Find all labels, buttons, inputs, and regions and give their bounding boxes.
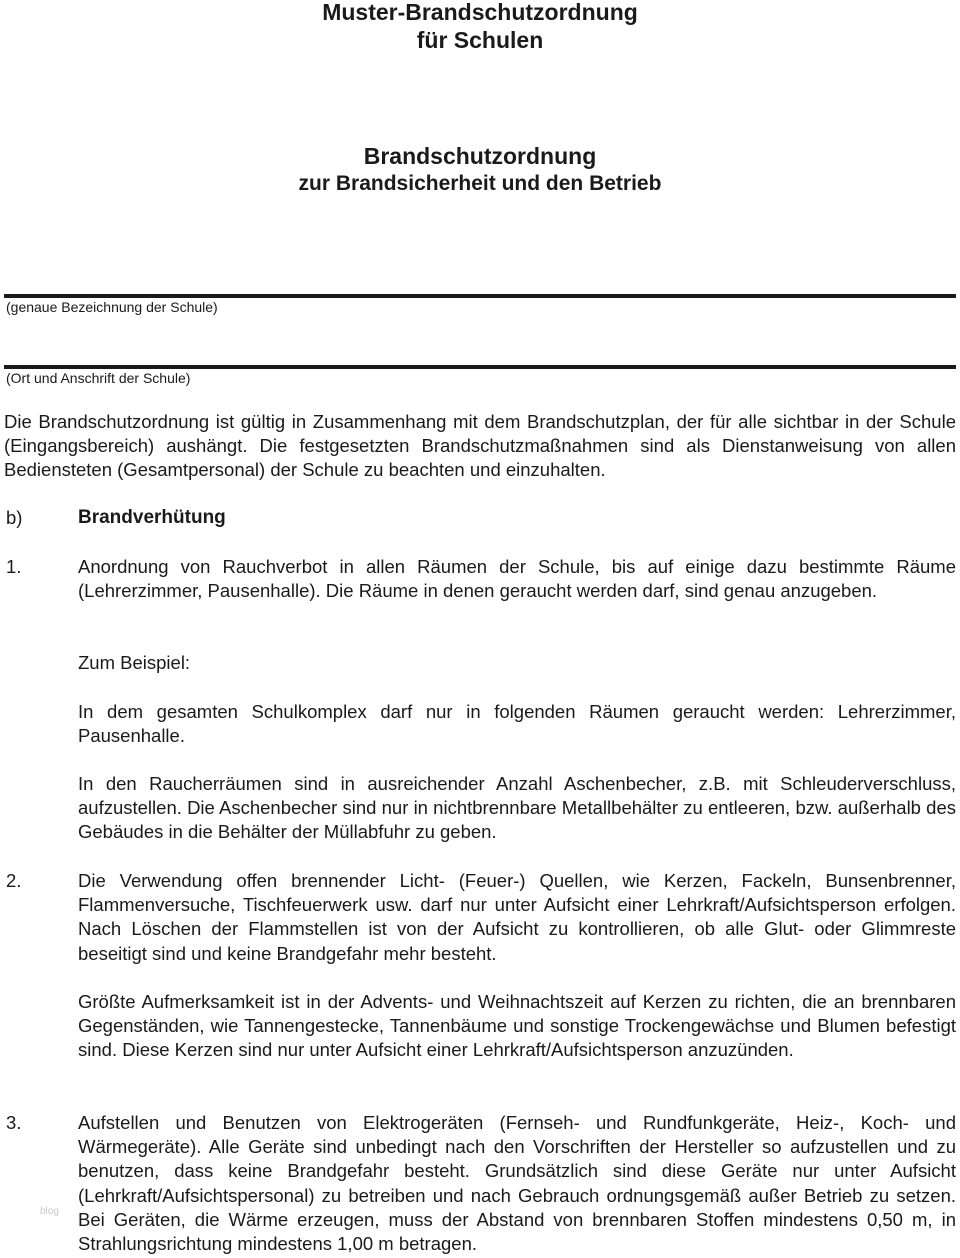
item-2-extra-text: Größte Aufmerksamkeit ist in der Advents- und Weihnachtszeit auf Kerzen zu richten, die an brennbaren Gegenständen, wie Tannengestecke, Tannenbäume und sonstige Trockengewächse und Blumen befestigt sind. Diese Kerzen sind nur unter Aufsicht einer Lehrkraft/Aufsichtsperson anzuzünden. (78, 991, 956, 1061)
watermark: blog (40, 1206, 59, 1217)
item-1-number: 1. (6, 556, 22, 577)
school-address-caption: (Ort und Anschrift der Schule) (6, 370, 191, 386)
school-name-caption: (genaue Bezeichnung der Schule) (6, 299, 218, 315)
item-1-text: Anordnung von Rauchverbot in allen Räumen der Schule, bis auf einige dazu bestimmte Räume (Lehrerzimmer, Pausenhalle). Die Räume in denen geraucht werden darf, sind genau anzugeben. (78, 556, 956, 602)
document-subtitle (0, 142, 960, 198)
title-line-2: für Schulen (416, 27, 544, 53)
item-3-text: Aufstellen und Benutzen von Elektrogeräten (Fernseh- und Rundfunkgeräte, Heiz-, Koch- und Wärmegeräte). Alle Geräte sind unbedingt nach den Vorschriften der Hersteller so aufzustellen und zu benutzen, dass keine Brandgefahr besteht. Grundsätzlich sind diese Geräte nur unter Aufsicht (Lehrkraft/Aufsichtspersonal) zu betreiben und nach Gebrauch ordnungsgemäß außer Betrieb zu setzen. Bei Geräten, die Wärme erzeugen, muss der Abstand von brennbaren Stoffen mindestens 0,50 m, in Strahlungsrichtung mindestens 1,00 m betragen. (78, 1112, 956, 1255)
intro-paragraph: Die Brandschutzordnung ist gültig in Zusammenhang mit dem Brandschutzplan, der für alle sichtbar in der Schule (Eingangsbereich) aushängt. Die festgesetzten Brandschutzmaßnahmen sind als Dienstanweisung von allen Bediensteten (Gesamtpersonal) der Schule zu beachten und einzuhalten. (4, 411, 956, 481)
item-1-example-label: Zum Beispiel: (78, 652, 191, 673)
section-b-marker: b) (6, 507, 23, 528)
document-title (0, 0, 960, 54)
item-2-number: 2. (6, 870, 22, 891)
item-3-number: 3. (6, 1112, 22, 1133)
item-1-extra-text: In den Raucherräumen sind in ausreichender Anzahl Aschenbecher, z.B. mit Schleuderverschluss, aufzustellen. Die Aschenbecher sind nur in nichtbrennbare Metallbehälter zu entleeren, bzw. außerhalb des Gebäudes in die Behälter der Müllabfuhr zu geben. (78, 773, 956, 843)
section-b-heading: Brandverhütung (78, 507, 226, 528)
subtitle-line-1: Brandschutzordnung (363, 143, 597, 169)
title-line-1: Muster-Brandschutzordnung (322, 0, 638, 25)
item-2-text: Die Verwendung offen brennender Licht- (Feuer-) Quellen, wie Kerzen, Fackeln, Bunsenbrenner, Flammenversuche, Tischfeuerwerk usw. darf nur unter Aufsicht einer Lehrkraft/Aufsichtsperson erfolgen. Nach Löschen der Flammstellen ist von der Aufsicht zu kontrollieren, ob alle Glut- oder Glimmreste beseitigt sind und keine Brandgefahr mehr besteht. (78, 870, 956, 964)
item-1-example-text: In dem gesamten Schulkomplex darf nur in folgenden Räumen geraucht werden: Lehrerzimmer, Pausenhalle. (78, 701, 956, 747)
subtitle-line-2: zur Brandsicherheit und den Betrieb (298, 172, 662, 195)
